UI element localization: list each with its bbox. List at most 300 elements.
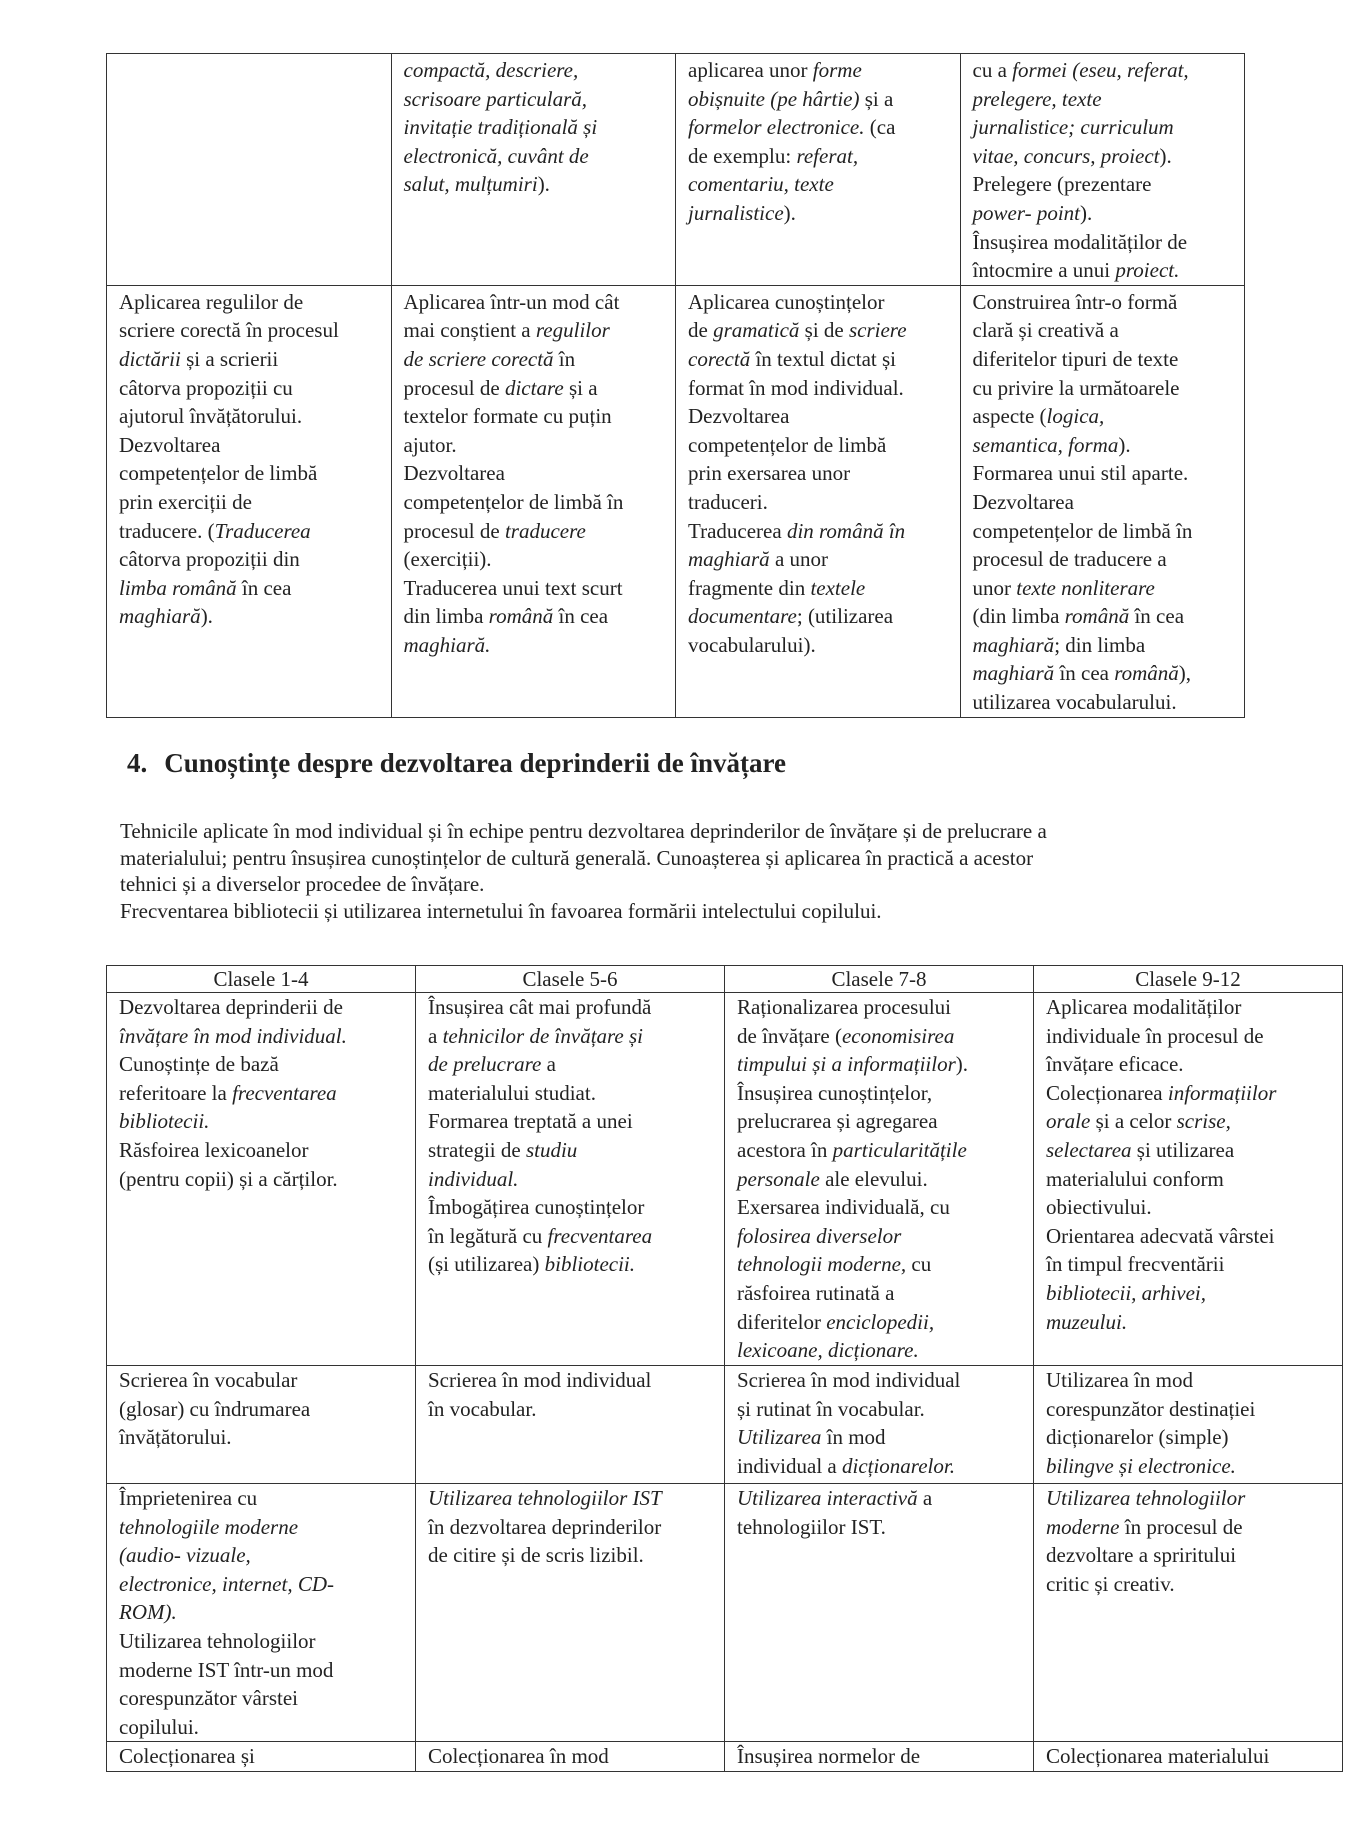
cell-line	[119, 1022, 411, 1051]
cell-line	[688, 402, 956, 431]
learning-skills-table	[106, 965, 1343, 1772]
cell-line	[973, 345, 1241, 374]
cell-line	[737, 1742, 1029, 1771]
cell-line	[428, 1742, 720, 1771]
table-cell	[725, 1366, 1034, 1484]
table-cell	[1034, 1366, 1343, 1484]
cell-line	[1046, 993, 1338, 1022]
paragraph-line: Frecventarea bibliotecii și utilizarea internetului în favoarea formării intelectului copilului.	[120, 898, 882, 923]
italic-text: regulilor	[535, 318, 610, 343]
cell-line	[688, 85, 956, 114]
text-segment: ).	[1080, 200, 1093, 225]
cell-line	[404, 142, 672, 171]
cell-line	[973, 659, 1241, 688]
text-segment: învățare eficace.	[1046, 1052, 1184, 1077]
italic-text: individual.	[428, 1166, 519, 1191]
cell-line	[737, 1423, 1029, 1452]
text-segment: ).	[1159, 143, 1172, 168]
text-segment: și rutinat în vocabular.	[737, 1396, 925, 1421]
text-segment: a	[917, 1486, 933, 1510]
italic-text: lexicoane, dicționare.	[737, 1338, 919, 1363]
text-segment: individuale în procesul de	[1046, 1023, 1264, 1048]
italic-text: bibliotecii.	[119, 1109, 210, 1134]
text-segment: referitoare la	[119, 1080, 233, 1105]
table-cell	[107, 54, 392, 286]
table-cell	[416, 1742, 725, 1772]
italic-text: maghiară.	[403, 632, 491, 657]
section-paragraph	[120, 818, 1340, 924]
cell-line	[737, 1395, 1029, 1424]
text-segment: corespunzător destinației	[1046, 1396, 1256, 1421]
text-segment: Colecționarea	[1046, 1080, 1168, 1105]
text-segment: procesul de	[403, 375, 505, 400]
cell-line	[1046, 1366, 1338, 1395]
cell-line	[119, 431, 387, 460]
cell-line	[973, 374, 1241, 403]
cell-line	[119, 374, 387, 403]
text-segment: moderne IST într-un mod	[119, 1657, 334, 1682]
italic-text: comentariu, texte	[688, 172, 834, 197]
text-segment: aspecte (	[972, 404, 1047, 429]
cell-line	[737, 1366, 1029, 1395]
table-cell	[107, 1742, 416, 1772]
cell-line	[688, 56, 956, 85]
text-segment: a unor	[769, 547, 829, 572]
text-segment: procesul de	[403, 518, 505, 543]
text-segment: de	[688, 318, 714, 343]
cell-line	[428, 1136, 720, 1165]
text-segment: competențelor de limbă	[688, 432, 887, 457]
cell-line	[119, 1713, 411, 1742]
cell-line	[119, 1684, 411, 1713]
text-segment: Scrierea în vocabular	[119, 1368, 298, 1392]
text-segment: ; din limba	[1054, 632, 1146, 657]
cell-line	[119, 459, 387, 488]
text-segment: în cea	[236, 575, 292, 600]
text-segment: și a	[859, 86, 894, 111]
cell-line	[428, 993, 720, 1022]
cell-line	[404, 602, 672, 631]
column-header: Clasele 9-12	[1034, 966, 1343, 993]
cell-line	[973, 316, 1241, 345]
text-segment: Exersarea individuală, cu	[737, 1195, 950, 1220]
text-segment: materialului studiat.	[428, 1080, 596, 1105]
cell-line	[119, 1627, 411, 1656]
cell-line	[404, 431, 672, 460]
table-cell	[960, 285, 1245, 717]
cell-line	[119, 1366, 411, 1395]
text-segment: în timpul frecventării	[1046, 1252, 1225, 1277]
text-segment: traduceri.	[688, 489, 768, 514]
text-segment: traducere. (	[119, 518, 215, 543]
cell-line	[737, 1022, 1029, 1051]
italic-text: formelor electronice.	[688, 115, 865, 140]
cell-line	[404, 170, 672, 199]
text-segment: Formarea unui stil aparte.	[972, 461, 1189, 486]
text-segment: Traducerea unui text scurt	[403, 575, 623, 600]
cell-line	[1046, 1079, 1338, 1108]
italic-text: forme	[812, 58, 862, 82]
text-segment: Îmbogățirea cunoștințelor	[428, 1195, 645, 1220]
text-segment: Însușirea cât mai profundă	[428, 995, 652, 1019]
italic-text: obișnuite (pe hârtie)	[688, 86, 860, 111]
cell-line	[428, 1050, 720, 1079]
text-segment: Răsfoirea lexicoanelor	[119, 1137, 309, 1162]
column-header: Clasele 1-4	[107, 966, 416, 993]
text-segment: (glosar) cu îndrumarea	[119, 1396, 311, 1421]
table-cell	[107, 993, 416, 1366]
text-segment: a	[428, 1023, 443, 1048]
italic-text: enciclopedii,	[826, 1309, 935, 1334]
text-segment: competențelor de limbă în	[403, 489, 624, 514]
text-segment: ; (utilizarea	[796, 604, 894, 629]
text-segment: mai conștient a	[403, 318, 536, 343]
section-heading	[127, 748, 786, 779]
cell-line	[119, 574, 387, 603]
text-segment: (și utilizarea)	[428, 1252, 545, 1277]
italic-text: maghiară	[688, 547, 770, 572]
text-segment: ),	[1178, 661, 1192, 686]
text-segment: Traducerea	[688, 518, 787, 543]
cell-line	[737, 1222, 1029, 1251]
italic-text: frecventarea	[232, 1080, 337, 1105]
table-row	[107, 1742, 1343, 1772]
italic-text: scrise,	[1176, 1109, 1231, 1134]
cell-line	[404, 488, 672, 517]
cell-line	[119, 993, 411, 1022]
text-segment: ).	[783, 200, 796, 225]
cell-line	[1046, 1193, 1338, 1222]
text-segment: (din limba	[972, 604, 1065, 629]
cell-line	[428, 1107, 720, 1136]
text-segment: unor	[972, 575, 1017, 600]
italic-text: gramatică	[713, 318, 800, 343]
paragraph-line: Tehnicile aplicate în mod individual și în echipe pentru dezvoltarea deprinderilor de învățare și de prelucrare a	[120, 819, 1047, 843]
cell-line	[1046, 1050, 1338, 1079]
cell-line	[119, 1541, 411, 1570]
cell-line	[428, 1513, 720, 1542]
cell-line	[973, 85, 1241, 114]
cell-line	[428, 1222, 720, 1251]
text-segment: strategii de	[428, 1137, 526, 1162]
cell-line	[688, 459, 956, 488]
italic-text: compactă, descriere,	[403, 58, 579, 82]
italic-text: invitație tradițională și	[403, 115, 598, 140]
text-segment: individual a	[737, 1453, 842, 1478]
italic-text: electronică, cuvânt de	[403, 143, 589, 168]
section-title: Cunoștințe despre dezvoltarea deprinderii de învățare	[164, 748, 786, 778]
table-cell	[416, 993, 725, 1366]
cell-line	[737, 1050, 1029, 1079]
italic-text: (audio- vizuale,	[119, 1543, 251, 1568]
table-cell	[725, 1742, 1034, 1772]
italic-text: învățare în mod individual.	[119, 1023, 347, 1048]
text-segment: scriere corectă în procesul	[119, 318, 339, 343]
italic-text: de scriere corectă	[403, 346, 554, 371]
cell-line	[737, 1136, 1029, 1165]
text-segment: prin exerciții de	[119, 489, 252, 514]
cell-line	[688, 431, 956, 460]
cell-line	[428, 1193, 720, 1222]
cell-line	[688, 170, 956, 199]
text-segment: în mod	[821, 1425, 886, 1450]
text-segment: învățătorului.	[119, 1425, 232, 1450]
cell-line	[688, 488, 956, 517]
table-row	[107, 993, 1343, 1366]
cell-line	[688, 545, 956, 574]
cell-line	[404, 402, 672, 431]
italic-text: tehnicilor de învățare și	[442, 1023, 644, 1048]
cell-line	[119, 1079, 411, 1108]
text-segment: în cea	[1129, 604, 1185, 629]
italic-text: corectă	[688, 346, 751, 371]
cell-line	[119, 1513, 411, 1542]
cell-line	[737, 1165, 1029, 1194]
text-segment: Însușirea modalităților de	[972, 229, 1188, 254]
cell-line	[404, 56, 672, 85]
italic-text: română	[1114, 661, 1179, 686]
table-cell	[725, 1484, 1034, 1742]
cell-line	[1046, 1250, 1338, 1279]
cell-line	[688, 345, 956, 374]
text-segment: Raționalizarea procesului	[737, 995, 951, 1019]
italic-text: traducere	[504, 518, 586, 543]
text-segment: diferitelor tipuri de texte	[972, 346, 1179, 371]
italic-text: dicționarelor.	[841, 1453, 955, 1478]
italic-text: semantica, forma	[972, 432, 1119, 457]
cell-line	[119, 1395, 411, 1424]
italic-text: power- point	[972, 200, 1080, 225]
text-segment: Dezvoltarea	[972, 489, 1074, 514]
text-segment: tehnologiilor IST.	[737, 1514, 886, 1539]
cell-line	[119, 1742, 411, 1771]
italic-text: Utilizarea tehnologiilor IST	[428, 1486, 662, 1510]
cell-line	[688, 631, 956, 660]
cell-line	[688, 288, 956, 317]
text-segment: Însușirea cunoștințelor,	[737, 1080, 933, 1105]
text-segment: vocabularului).	[688, 632, 816, 657]
text-segment: Aplicarea cunoștințelor	[688, 289, 885, 314]
text-segment: și de	[799, 318, 849, 343]
italic-text: Utilizarea	[737, 1425, 822, 1450]
table-cell	[1034, 993, 1343, 1366]
italic-text: orale	[1046, 1109, 1091, 1134]
table-cell	[1034, 1484, 1343, 1742]
italic-text: scrisoare particulară,	[403, 86, 588, 111]
cell-line	[688, 113, 956, 142]
text-segment: Construirea într-o formă	[972, 289, 1178, 314]
italic-text: dictare	[504, 375, 564, 400]
cell-line	[688, 316, 956, 345]
cell-line	[1046, 1395, 1338, 1424]
table-cell	[107, 285, 392, 717]
text-segment: în cea	[1054, 661, 1115, 686]
cell-line	[428, 1250, 720, 1279]
italic-text: personale	[737, 1166, 820, 1191]
cell-line	[119, 488, 387, 517]
cell-line	[119, 1570, 411, 1599]
cell-line	[404, 316, 672, 345]
cell-line	[119, 1136, 411, 1165]
cell-line	[973, 142, 1241, 171]
cell-line	[404, 517, 672, 546]
text-segment: utilizarea vocabularului.	[972, 690, 1177, 715]
italic-text: economisirea	[841, 1023, 955, 1048]
cell-line	[404, 113, 672, 142]
cell-line	[688, 517, 956, 546]
table-row	[107, 54, 1245, 286]
table-row	[107, 1484, 1343, 1742]
text-segment: format în mod individual.	[688, 375, 904, 400]
italic-text: scriere	[848, 318, 907, 343]
text-segment: prin exersarea unor	[688, 461, 851, 486]
cell-line	[428, 1541, 720, 1570]
cell-line	[428, 1165, 720, 1194]
text-segment: ).	[537, 172, 550, 197]
cell-line	[737, 993, 1029, 1022]
text-segment: Dezvoltarea	[688, 404, 790, 429]
cell-line	[737, 1079, 1029, 1108]
text-segment: Cunoștințe de bază	[119, 1052, 279, 1077]
table-cell	[416, 1484, 725, 1742]
italic-text: maghiară	[972, 632, 1055, 657]
text-segment: Aplicarea într-un mod cât	[403, 289, 620, 314]
text-segment: și utilizarea	[1131, 1137, 1235, 1162]
cell-line	[737, 1107, 1029, 1136]
cell-line	[1046, 1452, 1338, 1481]
italic-text: maghiară	[119, 604, 201, 629]
italic-text: documentare	[688, 604, 797, 629]
text-segment: Însușirea normelor de	[737, 1744, 921, 1769]
italic-text: particularitățile	[832, 1137, 967, 1162]
table-cell	[676, 285, 961, 717]
italic-text: logica,	[1046, 404, 1105, 429]
text-segment: copilului.	[119, 1714, 199, 1739]
text-segment: Aplicarea regulilor de	[119, 289, 304, 314]
italic-text: bibliotecii, arhivei,	[1046, 1280, 1207, 1305]
cell-line	[404, 345, 672, 374]
cell-line	[1046, 1541, 1338, 1570]
cell-line	[404, 459, 672, 488]
text-segment: corespunzător vârstei	[119, 1686, 299, 1711]
cell-line	[973, 199, 1241, 228]
table-row	[107, 1366, 1343, 1484]
text-segment: acestora în	[737, 1137, 833, 1162]
text-segment: de învățare (	[737, 1023, 842, 1048]
cell-line	[737, 1193, 1029, 1222]
cell-line	[973, 170, 1241, 199]
italic-text: tehnologii moderne,	[737, 1252, 907, 1277]
text-segment: procesul de traducere a	[972, 547, 1167, 572]
text-segment: de citire și de scris lizibil.	[428, 1543, 644, 1568]
text-segment: prelucrarea și agregarea	[737, 1109, 938, 1134]
italic-text: maghiară	[972, 661, 1055, 686]
text-segment: Dezvoltarea deprinderii de	[119, 995, 343, 1019]
italic-text: bilingve și electronice.	[1046, 1453, 1236, 1478]
cell-line	[973, 517, 1241, 546]
italic-text: muzeului.	[1046, 1309, 1128, 1334]
text-segment: ).	[955, 1052, 969, 1077]
cell-line	[119, 1598, 411, 1627]
cell-line	[973, 113, 1241, 142]
text-segment: ).	[1118, 432, 1131, 457]
italic-text: formei (eseu, referat,	[1012, 58, 1189, 82]
italic-text: moderne	[1046, 1514, 1120, 1539]
text-segment: cu privire la următoarele	[972, 375, 1180, 400]
italic-text: frecventarea	[547, 1223, 653, 1248]
italic-text: vitae, concurs, proiect	[972, 143, 1160, 168]
italic-text: studiu	[525, 1137, 578, 1162]
text-segment: cu a	[972, 58, 1013, 82]
text-segment: întocmire a unui	[972, 258, 1116, 283]
text-segment: în textul dictat și	[750, 346, 897, 371]
cell-line	[973, 288, 1241, 317]
text-segment: Utilizarea tehnologiilor	[119, 1628, 316, 1653]
cell-line	[119, 1656, 411, 1685]
italic-text: jurnalistice	[688, 200, 784, 225]
cell-line	[1046, 1107, 1338, 1136]
cell-line	[973, 545, 1241, 574]
cell-line	[1046, 1423, 1338, 1452]
cell-line	[737, 1308, 1029, 1337]
italic-text: prelegere, texte	[972, 86, 1102, 111]
text-segment: câtorva propoziții din	[119, 547, 300, 572]
italic-text: selectarea	[1046, 1137, 1132, 1162]
text-segment: și a celor	[1090, 1109, 1177, 1134]
text-segment: ajutor.	[403, 432, 457, 457]
text-segment: critic și creativ.	[1046, 1571, 1175, 1596]
text-segment: în	[553, 346, 576, 371]
italic-text: texte nonliterare	[1016, 575, 1155, 600]
italic-text: română	[488, 604, 554, 629]
text-segment: ajutorul învățătorului.	[119, 404, 303, 429]
text-segment: Dezvoltarea	[403, 461, 505, 486]
cell-line	[688, 574, 956, 603]
cell-line	[119, 402, 387, 431]
cell-line	[973, 459, 1241, 488]
cell-line	[1046, 1484, 1338, 1513]
cell-line	[688, 602, 956, 631]
text-segment: Aplicarea modalităților	[1046, 995, 1242, 1019]
cell-line	[688, 374, 956, 403]
text-segment: în legătură cu	[428, 1223, 548, 1248]
cell-line	[973, 431, 1241, 460]
cell-line	[404, 85, 672, 114]
italic-text: din română în	[786, 518, 906, 543]
cell-line	[404, 288, 672, 317]
text-segment: câtorva propoziții cu	[119, 375, 293, 400]
cell-line	[119, 288, 387, 317]
cell-line	[119, 1050, 411, 1079]
cell-line	[737, 1513, 1029, 1542]
section-number: 4.	[127, 748, 148, 778]
cell-line	[737, 1484, 1029, 1513]
text-segment: competențelor de limbă	[119, 461, 318, 486]
cell-line	[119, 316, 387, 345]
text-segment: de exemplu:	[688, 143, 797, 168]
cell-line	[973, 402, 1241, 431]
cell-line	[119, 345, 387, 374]
cell-line	[119, 545, 387, 574]
cell-line	[1046, 1022, 1338, 1051]
text-segment: Colecționarea și	[119, 1744, 255, 1769]
cell-line	[119, 1107, 411, 1136]
text-segment: ).	[200, 604, 213, 629]
paragraph-line: tehnici și a diverselor procedee de învățare.	[120, 872, 485, 896]
cell-line	[404, 574, 672, 603]
text-segment: din limba	[403, 604, 489, 629]
text-segment: fragmente din	[688, 575, 811, 600]
